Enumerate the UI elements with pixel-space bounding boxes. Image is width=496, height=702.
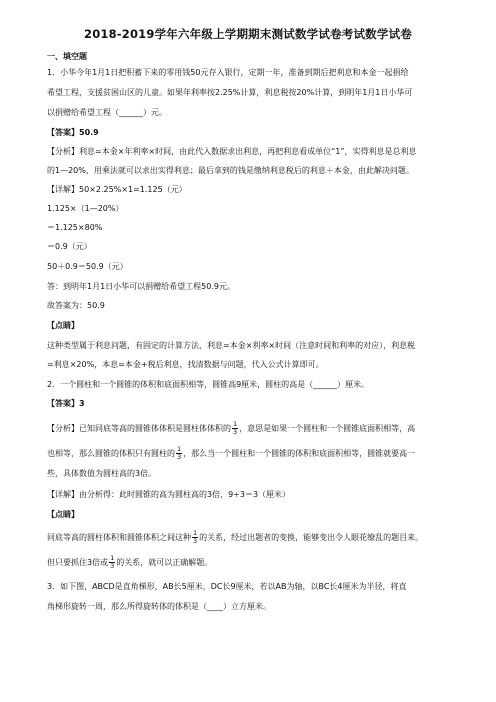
q1-detail-2: 1.125×（1—20%） [47,204,124,213]
fraction-numerator: 1 [233,420,238,428]
q1-line-1: 1．小华今年1月1日把积蓄下来的零用钱50元存入银行，定期一年，准备到期后把利息和本金一起捐给 [47,68,409,77]
q1-analysis-2: 的1—20%，用乘法就可以求出实得利息；最后拿到的钱是缴纳利息税后的利息＋本金，由此解决问题。 [47,166,414,175]
fraction-one-third [109,555,115,570]
fraction-denominator: 3 [177,453,182,461]
q2-analysis-1b: ，意思是如果一个圆柱和一个圆锥底面积相等，高 [239,424,416,433]
q1-analysis-1: 【分析】利息=本金×年利率×时间，由此代入数据求出利息，再把利息看成单位“1”，实得利息是总利息 [47,147,417,156]
fraction-numerator: 1 [177,445,182,453]
q1-tip-2: =利息×20%，本息=本金+税后利息，找清数据与问题，代入公式计算即可。 [47,360,324,369]
q1-tip-heading: 【点睛】 [47,321,79,330]
fraction-numerator: 1 [193,529,198,537]
q3-line-1: 3．如下图，ABCD是直角梯形，AB长5厘米，DC长9厘米，若以AB为轴，以BC长4厘米为半径，将直 [47,582,407,591]
q2-answer: 【答案】3 [47,399,85,408]
q2-analysis-2a: 也相等，那么圆锥的体积只有圆柱的 [47,449,175,458]
section-heading: 一、填空题 [47,52,87,61]
q2-tip-2 [47,555,212,570]
page-title: 2018-2019学年六年级上学期期末测试数学试卷考试数学试卷 [84,27,412,41]
q2-analysis-2 [47,446,415,461]
q2-tip-2b: 的关系，就可以正确解题。 [116,558,213,567]
q1-line-3: 以捐赠给希望工程（______）元。 [47,108,167,117]
q2-analysis-1 [47,421,415,436]
q3-line-2: 角梯形旋转一周，那么所得旋转体的体积是（____）立方厘米。 [47,602,271,611]
q2-detail-1: 【详解】由分析得：此时圆锥的高为圆柱高的3倍，9÷3＝3（厘米） [47,490,291,499]
q2-tip-1 [47,530,423,545]
q1-detail-7: 故答案为：50.9 [47,301,105,310]
q1-detail-6: 答：到明年1月1日小华可以捐赠给希望工程50.9元。 [47,282,235,291]
q2-tip-heading: 【点睛】 [47,510,79,519]
q1-detail-5: 50＋0.9＝50.9（元） [47,262,128,271]
q1-tip-1: 这种类型属于利息问题，有固定的计算方法，利息=本金×利率×时间（注意时间和利率的对应），利息税 [47,341,416,350]
q2-tip-2a: 但只要抓住3倍或 [47,558,109,567]
q1-line-2: 希望工程，支援贫困山区的儿童。如果年利率按2.25%计算，利息税按20%计算，到明年1月1日小华可 [47,88,413,97]
q1-answer: 【答案】50.9 [47,128,99,137]
q1-detail-4: ＝0.9（元） [47,242,92,251]
q2-analysis-3: 些，具体数值为圆柱高的3倍。 [47,469,157,478]
fraction-denominator: 3 [193,537,198,545]
q1-detail-1: 【详解】50×2.25%×1=1.125（元） [47,185,187,194]
fraction-denominator: 3 [110,562,115,570]
q2-analysis-1a: 【分析】已知同底等高的圆锥体体积是圆柱体体积的 [47,424,231,433]
fraction-one-third [232,421,238,436]
q2-tip-1b: 的关系，经过出题者的变换，能够变出令人眼花缭乱的题目来。 [199,533,424,542]
fraction-numerator: 1 [110,554,115,562]
q2-analysis-2b: ，那么当一个圆柱和一个圆锥的体积和底面积相等，圆锥就要高一 [183,449,416,458]
fraction-denominator: 3 [233,428,238,436]
fraction-one-third [192,530,198,545]
q1-detail-3: ＝1.125×80% [47,223,103,232]
fraction-one-third [176,446,182,461]
q2-line-1: 2．一个圆柱和一个圆锥的体积和底面积相等，圆锥高9厘米，圆柱的高是（______）厘米。 [47,380,370,389]
q2-tip-1a: 同底等高的圆柱体积和圆锥体积之间这种 [47,533,191,542]
